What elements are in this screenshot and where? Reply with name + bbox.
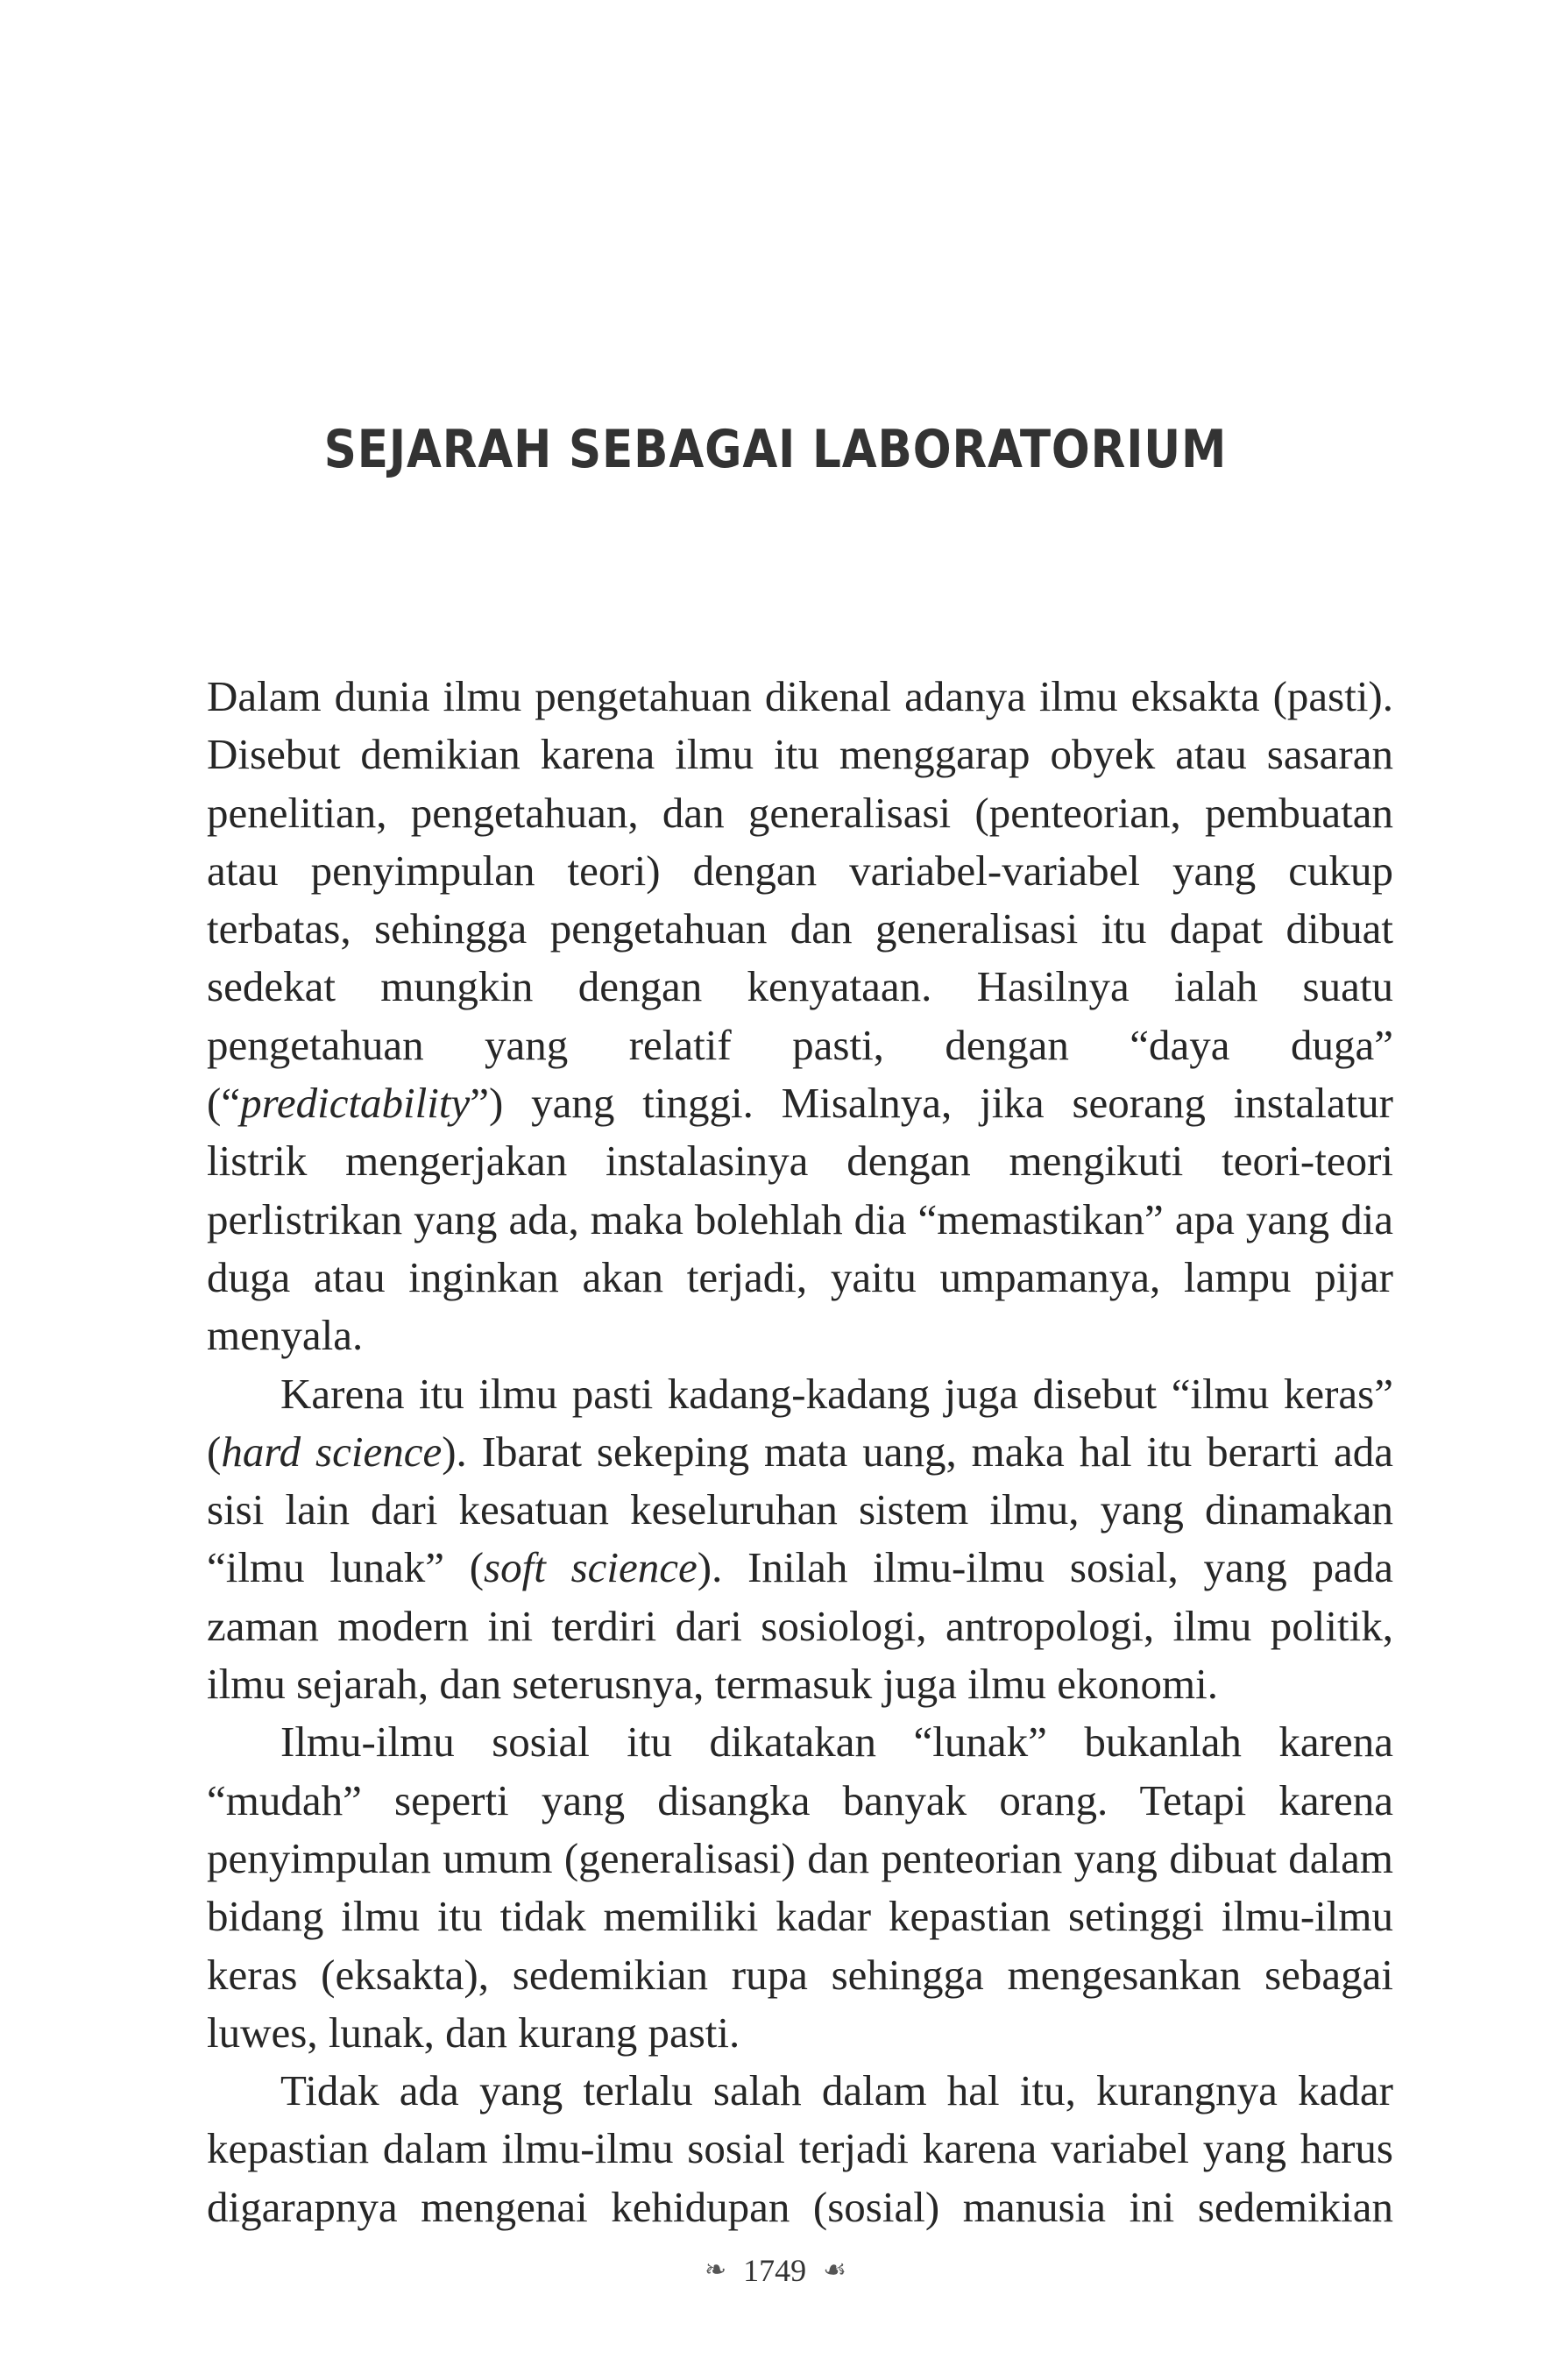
italic-term: soft science: [484, 1543, 698, 1592]
text-run: Tidak ada yang terlalu salah dalam hal itu, kurangnya kadar kepastian dalam ilmu-ilmu sosial terjadi karena variabel yang harus digarapnya mengenai kehidupan (sosial) manusia ini sedemikian: [207, 2066, 1393, 2231]
text-run: Ilmu-ilmu sosial itu dikatakan “lunak” bukanlah karena “mudah” seperti yang disangka banyak orang. Tetapi karena penyimpulan umum (generalisasi) dan penteorian yang dibuat dalam bidang ilmu itu tidak memiliki kadar kepastian setinggi ilmu-ilmu keras (eksakta), sedemikian rupa sehingga mengesankan sebagai luwes, lunak, dan kurang pasti.: [207, 1718, 1393, 2057]
text-run: ). Ibarat sekeping mata uang, maka hal itu berarti ada sisi lain dari kesatuan keseluruhan sistem ilmu, yang dinamakan “ilmu lunak” (: [207, 1427, 1393, 1592]
page-number: 1749: [743, 2252, 807, 2288]
chapter-title: SEJARAH SEBAGAI LABORATORIUM: [323, 419, 1228, 480]
text-run: Karena itu ilmu pasti kadang-kadang juga disebut “ilmu keras” (: [207, 1369, 1393, 1476]
italic-term: hard science: [221, 1427, 443, 1476]
body-text: [207, 668, 1393, 2236]
paragraph: [207, 1365, 1393, 1714]
ornament-left-icon: ❧: [704, 2256, 727, 2285]
paragraph: [207, 2062, 1393, 2236]
paragraph: [207, 1713, 1393, 2062]
text-run: Dalam dunia ilmu pengetahuan dikenal adanya ilmu eksakta (pasti). Disebut demikian karena ilmu itu menggarap obyek atau sasaran penelitian, pengetahuan, dan generalisasi (penteorian, pembuatan atau penyimpulan teori) dengan variabel-variabel yang cukup terbatas, sehingga pengetahuan dan generalisasi itu dapat dibuat sedekat mungkin dengan kenyataan. Hasilnya ialah suatu pengetahuan yang relatif pasti, dengan “daya duga” (“: [207, 672, 1393, 1128]
italic-term: predictability: [240, 1079, 471, 1128]
text-run: ”) yang tinggi. Misalnya, jika seorang instalatur listrik mengerjakan instalasinya dengan mengikuti teori-teori perlistrikan yang ada, maka bolehlah dia “memastikan” apa yang dia duga atau inginkan akan terjadi, yaitu umpamanya, lampu pijar menyala.: [207, 1079, 1393, 1360]
page-footer: [0, 2249, 1551, 2289]
ornament-right-icon: ☙: [823, 2256, 847, 2285]
text-run: ). Inilah ilmu-ilmu sosial, yang pada zaman modern ini terdiri dari sosiologi, antropologi, ilmu politik, ilmu sejarah, dan seterusnya, termasuk juga ilmu ekonomi.: [207, 1543, 1393, 1709]
paragraph: [207, 668, 1393, 1365]
